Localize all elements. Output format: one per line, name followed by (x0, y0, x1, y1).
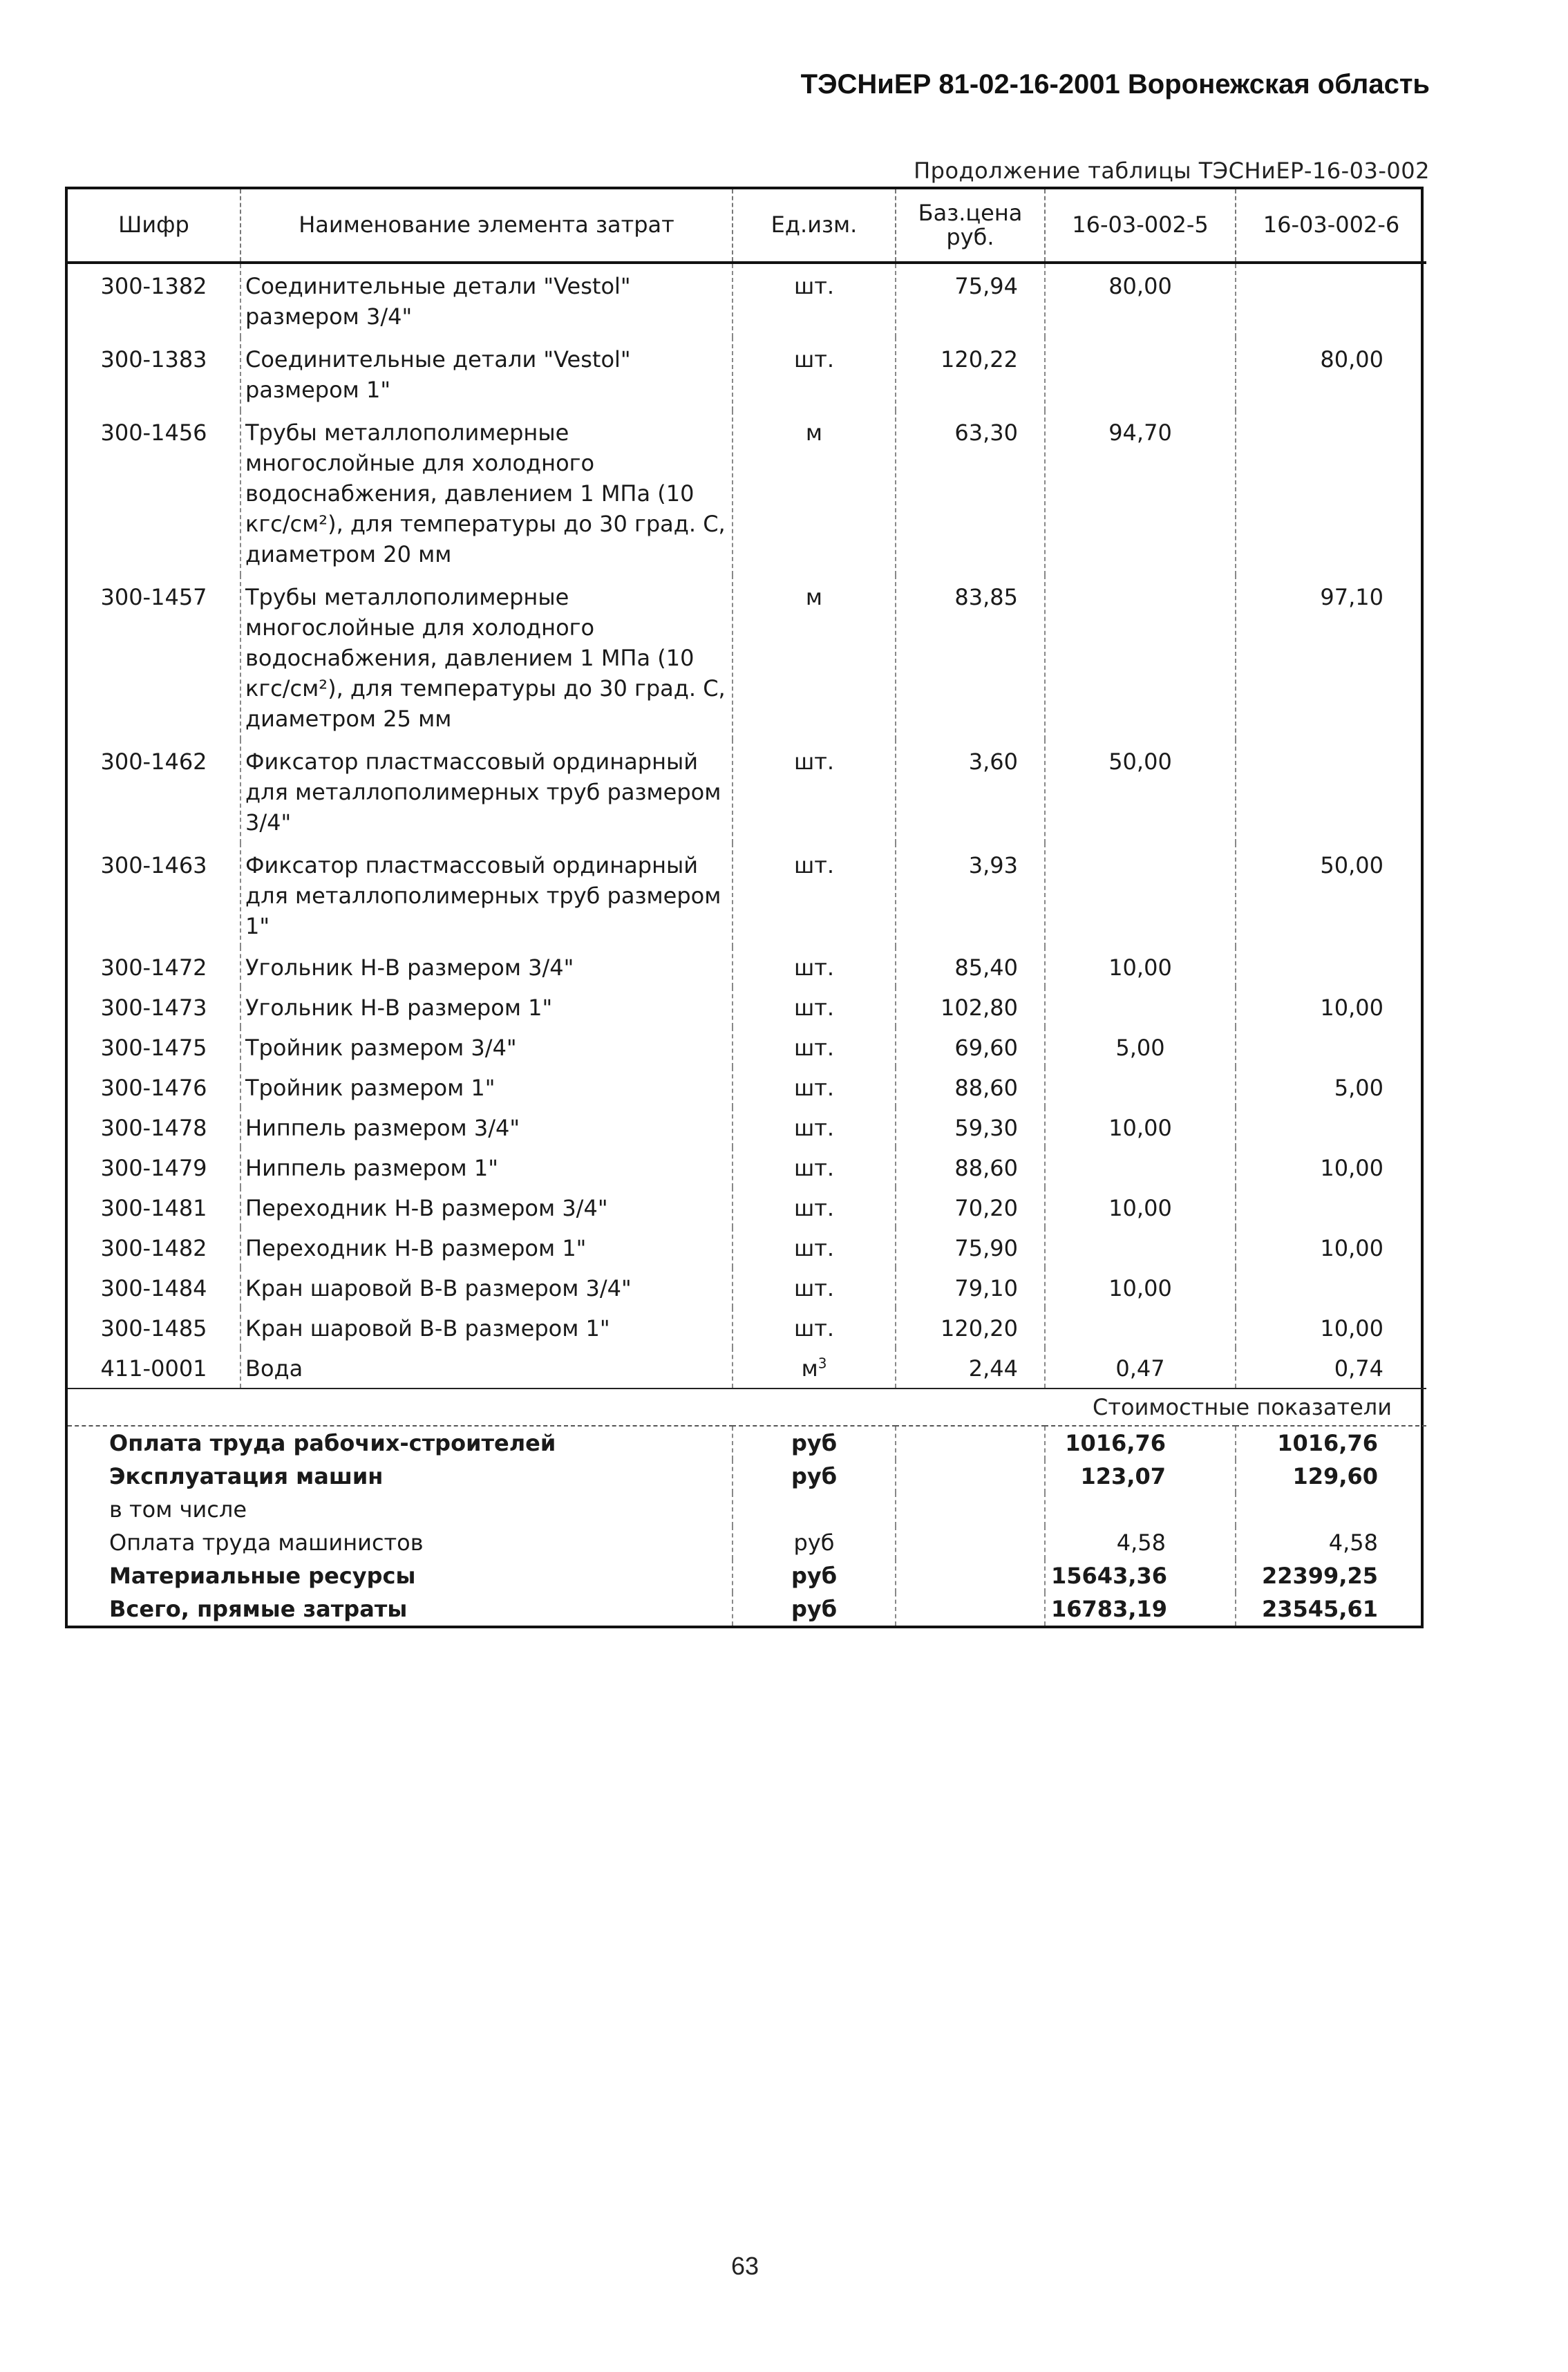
row-value-norm-5: 94,70 (1045, 411, 1236, 575)
row-value-norm-6: 10,00 (1236, 1308, 1426, 1348)
row-value-norm-5: 10,00 (1045, 947, 1236, 987)
row-value-norm-6: 0,74 (1236, 1348, 1426, 1389)
row-price: 3,93 (896, 843, 1045, 947)
summary-row (68, 1559, 1426, 1592)
row-value-norm-5: 5,00 (1045, 1027, 1236, 1067)
row-value-norm-6 (1236, 740, 1426, 843)
row-value-norm-6 (1236, 1107, 1426, 1147)
summary-value-norm-6: 1016,76 (1236, 1426, 1426, 1460)
summary-unit: руб (733, 1592, 896, 1626)
table-row (68, 411, 1426, 575)
summary-empty-price (896, 1559, 1045, 1592)
row-value-norm-5: 50,00 (1045, 740, 1236, 843)
summary-label: Всего, прямые затраты (109, 1596, 408, 1622)
resource-table (65, 187, 1424, 1628)
summary-unit: руб (733, 1559, 896, 1592)
row-price: 79,10 (896, 1268, 1045, 1308)
column-header-name: Наименование элемента затрат (240, 189, 733, 263)
row-code: 300-1475 (100, 1035, 207, 1061)
row-value-norm-6: 10,00 (1236, 1227, 1426, 1268)
table-row (68, 263, 1426, 337)
summary-row (68, 1526, 1426, 1559)
row-unit: шт. (733, 263, 896, 337)
row-name: Угольник Н-В размером 3/4" (240, 947, 733, 987)
row-value-norm-5 (1045, 337, 1236, 411)
table-row (68, 1187, 1426, 1227)
table-row (68, 740, 1426, 843)
summary-value-norm-5: 4,58 (1045, 1526, 1236, 1559)
column-header-unit: Ед.изм. (733, 189, 896, 263)
row-unit: шт. (733, 1107, 896, 1147)
row-name: Кран шаровой В-В размером 1" (240, 1308, 733, 1348)
row-value-norm-6 (1236, 947, 1426, 987)
row-value-norm-6 (1236, 1187, 1426, 1227)
summary-empty-price (896, 1493, 1045, 1526)
row-name: Соединительные детали "Vestol" размером 3/4" (240, 263, 733, 337)
row-price: 63,30 (896, 411, 1045, 575)
row-code: 411-0001 (68, 1348, 240, 1389)
row-price: 69,60 (896, 1027, 1045, 1067)
summary-empty-price (896, 1460, 1045, 1493)
page-number: 63 (731, 2252, 759, 2280)
summary-row (68, 1493, 1426, 1526)
row-price: 2,44 (896, 1348, 1045, 1389)
row-code: 300-1482 (100, 1235, 207, 1261)
row-name: Переходник Н-В размером 1" (240, 1227, 733, 1268)
row-code: 300-1472 (100, 954, 207, 981)
row-value-norm-5: 10,00 (1045, 1187, 1236, 1227)
row-name: Фиксатор пластмассовый ординарный для металлополимерных труб размером 3/4" (240, 740, 733, 843)
table-row (68, 1268, 1426, 1308)
row-price: 75,94 (896, 263, 1045, 337)
row-code: 300-1485 (100, 1315, 207, 1342)
row-code: 300-1383 (100, 346, 207, 373)
row-price: 3,60 (896, 740, 1045, 843)
row-value-norm-5 (1045, 843, 1236, 947)
table-row (68, 1067, 1426, 1107)
row-unit: шт. (733, 843, 896, 947)
row-price: 88,60 (896, 1147, 1045, 1187)
summary-value-norm-5: 123,07 (1045, 1460, 1236, 1493)
row-price: 102,80 (896, 987, 1045, 1027)
row-name: Тройник размером 1" (240, 1067, 733, 1107)
row-unit: шт. (733, 337, 896, 411)
row-code: 300-1473 (100, 995, 207, 1021)
row-unit: шт. (733, 740, 896, 843)
row-unit: шт. (733, 1147, 896, 1187)
table-row (68, 1147, 1426, 1187)
cost-caption: Стоимостные показатели (68, 1389, 1426, 1426)
row-value-norm-5 (1045, 1067, 1236, 1107)
row-value-norm-5: 10,00 (1045, 1107, 1236, 1147)
column-header-code: Шифр (68, 189, 240, 263)
summary-value-norm-6: 22399,25 (1236, 1559, 1426, 1592)
summary-empty-price (896, 1526, 1045, 1559)
unit-superscript: 3 (818, 1355, 827, 1372)
row-price: 70,20 (896, 1187, 1045, 1227)
table-row (68, 337, 1426, 411)
table-row (68, 1107, 1426, 1147)
row-unit: шт. (733, 1308, 896, 1348)
row-value-norm-5 (1045, 987, 1236, 1027)
row-code: 300-1457 (100, 584, 207, 610)
summary-value-norm-6 (1236, 1493, 1426, 1526)
row-name: Угольник Н-В размером 1" (240, 987, 733, 1027)
table-continuation-note: Продолжение таблицы ТЭСНиЕР-16-03-002 (914, 158, 1430, 184)
row-value-norm-5 (1045, 1227, 1236, 1268)
row-name: Ниппель размером 1" (240, 1147, 733, 1187)
row-price: 83,85 (896, 575, 1045, 740)
row-value-norm-6: 80,00 (1236, 337, 1426, 411)
row-name: Кран шаровой В-В размером 3/4" (240, 1268, 733, 1308)
summary-label: Эксплуатация машин (109, 1463, 384, 1489)
summary-label: в том числе (109, 1496, 247, 1523)
summary-label: Материальные ресурсы (109, 1563, 416, 1589)
row-value-norm-6 (1236, 411, 1426, 575)
row-value-norm-6 (1236, 1268, 1426, 1308)
row-name: Трубы металлополимерные многослойные для холодного водоснабжения, давлением 1 МПа (10 кгс/см²), для температуры до 30 град. С, диаметром 25 мм (240, 575, 733, 740)
table-row (68, 1027, 1426, 1067)
row-value-norm-6: 50,00 (1236, 843, 1426, 947)
row-name: Фиксатор пластмассовый ординарный для металлополимерных труб размером 1" (240, 843, 733, 947)
row-value-norm-6 (1236, 263, 1426, 337)
summary-empty-price (896, 1592, 1045, 1626)
row-code: 300-1478 (100, 1115, 207, 1141)
cost-caption-row (68, 1389, 1426, 1426)
row-value-norm-5 (1045, 1308, 1236, 1348)
row-price: 120,20 (896, 1308, 1045, 1348)
row-value-norm-5: 0,47 (1045, 1348, 1236, 1389)
row-unit: шт. (733, 1027, 896, 1067)
row-value-norm-6: 5,00 (1236, 1067, 1426, 1107)
row-value-norm-6: 10,00 (1236, 987, 1426, 1027)
row-unit: шт. (733, 1187, 896, 1227)
row-value-norm-5: 10,00 (1045, 1268, 1236, 1308)
row-unit (733, 1348, 896, 1389)
row-unit: м (733, 411, 896, 575)
table-header-row (68, 189, 1426, 263)
row-price: 75,90 (896, 1227, 1045, 1268)
row-unit: м (733, 575, 896, 740)
column-header-norm-5: 16-03-002-5 (1045, 189, 1236, 263)
summary-empty-price (896, 1426, 1045, 1460)
summary-value-norm-5 (1045, 1493, 1236, 1526)
row-unit-text: м (801, 1355, 818, 1382)
row-code: 300-1481 (100, 1195, 207, 1221)
row-name: Вода (240, 1348, 733, 1389)
row-price: 85,40 (896, 947, 1045, 987)
row-name: Переходник Н-В размером 3/4" (240, 1187, 733, 1227)
table-row (68, 987, 1426, 1027)
column-header-base-price: Баз.цена руб. (896, 189, 1045, 263)
summary-value-norm-5: 15643,36 (1045, 1559, 1236, 1592)
row-price: 120,22 (896, 337, 1045, 411)
table-row (68, 1227, 1426, 1268)
row-name: Ниппель размером 3/4" (240, 1107, 733, 1147)
summary-label: Оплата труда рабочих-строителей (109, 1430, 556, 1456)
table-row (68, 1308, 1426, 1348)
row-value-norm-6: 10,00 (1236, 1147, 1426, 1187)
row-value-norm-6: 97,10 (1236, 575, 1426, 740)
row-unit: шт. (733, 947, 896, 987)
summary-value-norm-6: 4,58 (1236, 1526, 1426, 1559)
row-unit: шт. (733, 1268, 896, 1308)
summary-unit: руб (733, 1460, 896, 1493)
table-row (68, 575, 1426, 740)
table-row (68, 947, 1426, 987)
table-row (68, 843, 1426, 947)
summary-label: Оплата труда машинистов (109, 1529, 424, 1556)
document-header: ТЭСНиЕР 81-02-16-2001 Воронежская область (800, 69, 1430, 100)
summary-row (68, 1592, 1426, 1626)
summary-value-norm-6: 23545,61 (1236, 1592, 1426, 1626)
row-code: 300-1462 (100, 749, 207, 775)
row-code: 300-1476 (100, 1075, 207, 1101)
row-code: 300-1463 (100, 852, 207, 878)
summary-unit: руб (733, 1426, 896, 1460)
row-name: Трубы металлополимерные многослойные для холодного водоснабжения, давлением 1 МПа (10 кгс/см²), для температуры до 30 град. С, диаметром 20 мм (240, 411, 733, 575)
row-code: 300-1382 (100, 273, 207, 299)
row-unit: шт. (733, 1067, 896, 1107)
row-value-norm-5 (1045, 1147, 1236, 1187)
row-unit: шт. (733, 1227, 896, 1268)
column-header-norm-6: 16-03-002-6 (1236, 189, 1426, 263)
row-name: Тройник размером 3/4" (240, 1027, 733, 1067)
table-row (68, 1348, 1426, 1389)
summary-value-norm-6: 129,60 (1236, 1460, 1426, 1493)
row-unit: шт. (733, 987, 896, 1027)
row-code: 300-1484 (100, 1275, 207, 1301)
summary-unit (733, 1493, 896, 1526)
summary-unit: руб (733, 1526, 896, 1559)
row-value-norm-6 (1236, 1027, 1426, 1067)
row-name: Соединительные детали "Vestol" размером 1" (240, 337, 733, 411)
row-code: 300-1479 (100, 1155, 207, 1181)
row-value-norm-5: 80,00 (1045, 263, 1236, 337)
summary-value-norm-5: 16783,19 (1045, 1592, 1236, 1626)
summary-row (68, 1426, 1426, 1460)
summary-row (68, 1460, 1426, 1493)
summary-value-norm-5: 1016,76 (1045, 1426, 1236, 1460)
row-price: 88,60 (896, 1067, 1045, 1107)
row-price: 59,30 (896, 1107, 1045, 1147)
row-value-norm-5 (1045, 575, 1236, 740)
row-code: 300-1456 (100, 420, 207, 446)
